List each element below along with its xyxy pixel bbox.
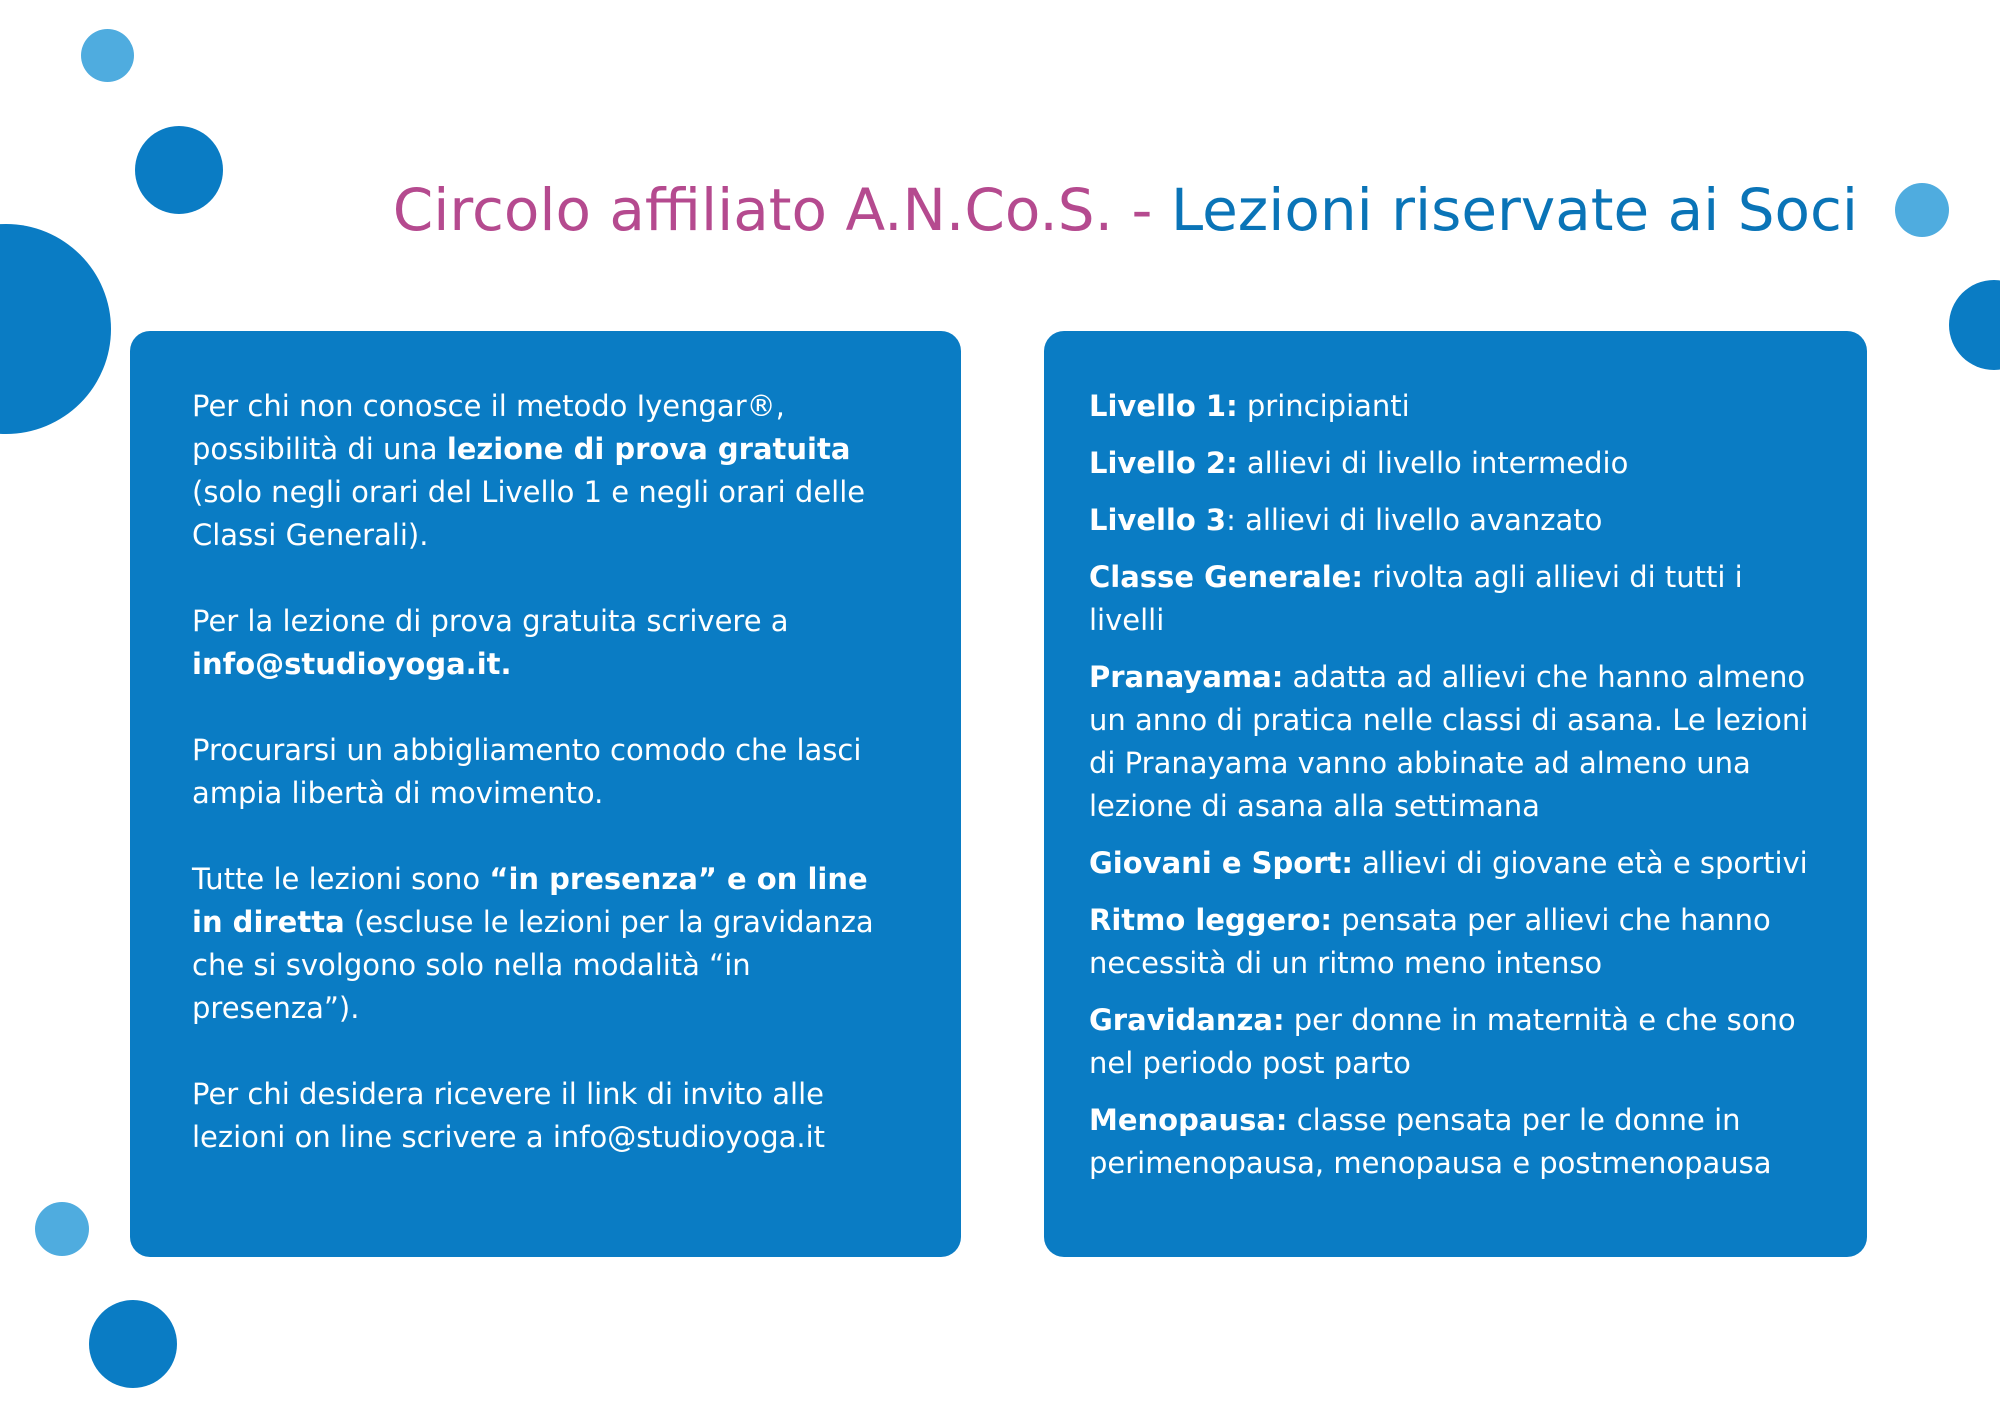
- decorative-circle: [135, 126, 223, 214]
- title-subtitle: Lezioni riservate ai Soci: [1170, 176, 1858, 244]
- level-item: Pranayama: adatta ad allievi che hanno almeno un anno di pratica nelle classi di asana. Le lezioni di Pranayama vanno abbinate ad almeno una lezione di asana alla settimana: [1089, 660, 1809, 823]
- decorative-circle: [81, 29, 134, 82]
- level-item: Menopausa: classe pensata per le donne in perimenopausa, menopausa e postmenopausa: [1089, 1103, 1772, 1180]
- levels-card: [1044, 331, 1867, 1257]
- clothing-paragraph: Procurarsi un abbigliamento comodo che lasci ampia libertà di movimento.: [192, 733, 862, 810]
- title-separator: -: [1113, 176, 1171, 244]
- lesson-mode-paragraph: Tutte le lezioni sono “in presenza” e on line in diretta (escluse le lezioni per la gravidanza che si svolgono solo nella modalità “in presenza”).: [192, 862, 874, 1025]
- online-link-paragraph: Per chi desidera ricevere il link di invito alle lezioni on line scrivere a info@studioyoga.it: [192, 1077, 826, 1154]
- level-item: Livello 2: allievi di livello intermedio: [1089, 446, 1629, 480]
- decorative-circle: [1949, 280, 2000, 370]
- info-card: [130, 331, 961, 1257]
- level-item: Ritmo leggero: pensata per allievi che hanno necessità di un ritmo meno intenso: [1089, 903, 1771, 980]
- page-title: [393, 176, 1858, 244]
- level-item: Giovani e Sport: allievi di giovane età e sportivi: [1089, 846, 1808, 880]
- title-affiliation: Circolo affiliato A.N.Co.S.: [392, 176, 1114, 244]
- decorative-circle: [1895, 183, 1949, 237]
- trial-lesson-paragraph: Per chi non conosce il metodo Iyengar®, possibilità di una lezione di prova gratuita (solo negli orari del Livello 1 e negli orari delle Classi Generali).: [192, 389, 866, 552]
- level-item: Classe Generale: rivolta agli allievi di tutti i livelli: [1089, 560, 1743, 637]
- decorative-circle: [0, 224, 111, 434]
- decorative-circle: [89, 1300, 177, 1388]
- level-item: Livello 1: principianti: [1089, 389, 1410, 423]
- trial-contact-paragraph: Per la lezione di prova gratuita scrivere a info@studioyoga.it.: [192, 604, 789, 681]
- level-item: Livello 3: allievi di livello avanzato: [1089, 503, 1603, 537]
- level-item: Gravidanza: per donne in maternità e che sono nel periodo post parto: [1089, 1003, 1796, 1080]
- decorative-circle: [35, 1202, 89, 1256]
- email-link[interactable]: info@studioyoga.it.: [192, 647, 512, 681]
